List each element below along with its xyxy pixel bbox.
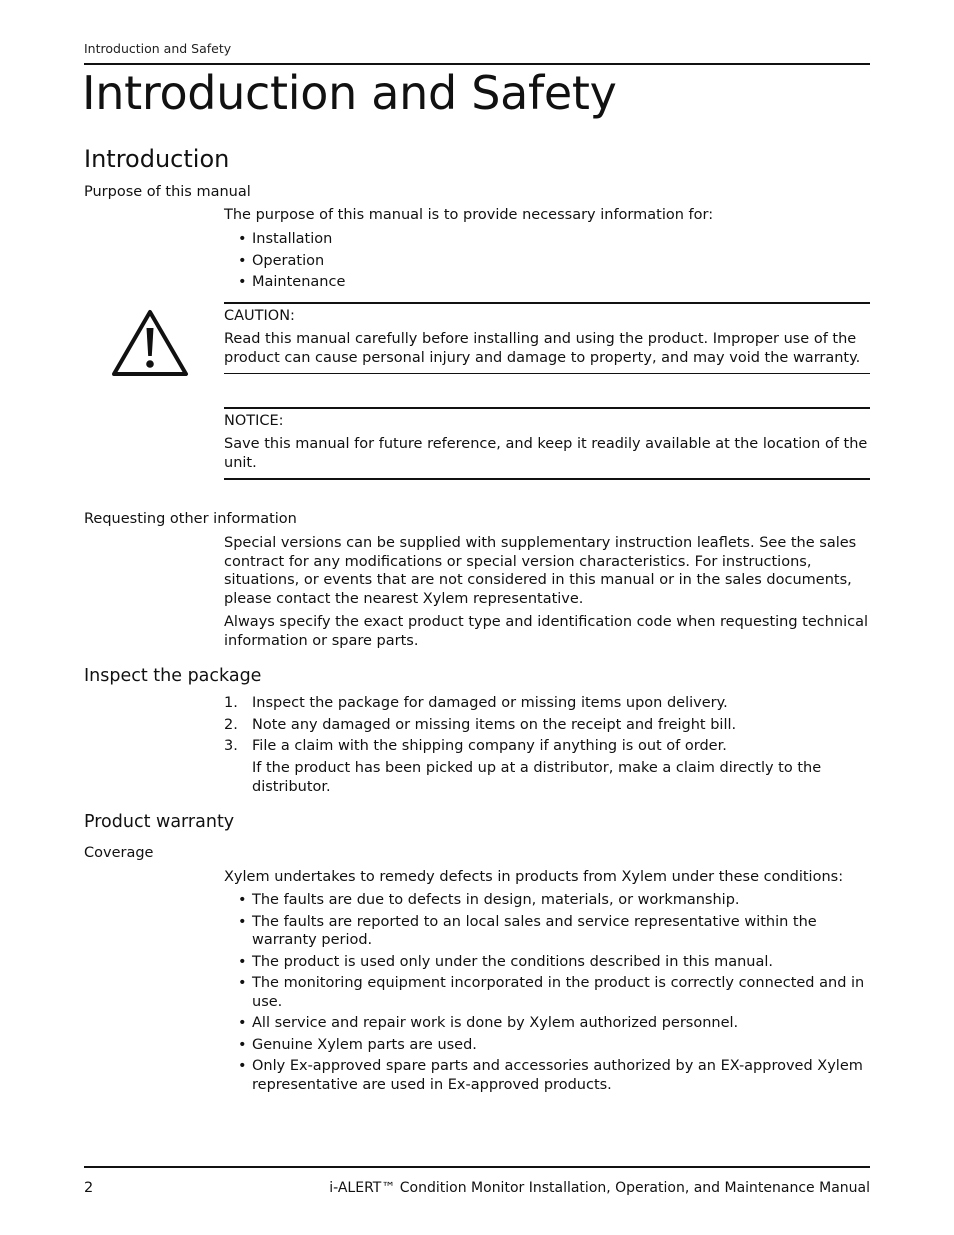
- requesting-paragraph-2: Always specify the exact product type and identification code when requesting technical information or spare parts.: [224, 614, 869, 649]
- requesting-paragraph-1: Special versions can be supplied with supplementary instruction leaflets. See the sales contract for any modifications or special version characteristics. For instructions, situations, or events that are not considered in this manual or in the sales documents, please contact the nearest Xylem representative.: [224, 535, 857, 607]
- subheading-requesting: Requesting other information: [84, 511, 297, 527]
- caution-text: Read this manual carefully before installing and using the product. Improper use of the product can cause personal injury and damage to property, and may void the warranty.: [224, 331, 861, 366]
- coverage-text: Xylem undertakes to remedy defects in products from Xylem under these conditions:: [224, 869, 844, 885]
- warning-triangle-icon: [110, 308, 190, 378]
- footer-rule: [84, 1166, 870, 1168]
- list-item: • Maintenance: [238, 273, 870, 292]
- step-number: 2.: [224, 716, 238, 733]
- step-text: Inspect the package for damaged or missing items upon delivery.: [252, 695, 728, 711]
- purpose-list: [238, 230, 870, 292]
- list-item: • The monitoring equipment incorporated in the product is correctly connected and in use.: [238, 974, 870, 1011]
- page-title: Introduction and Safety: [82, 66, 617, 120]
- step-text: File a claim with the shipping company if anything is out of order.: [252, 738, 727, 754]
- notice-text: Save this manual for future reference, and keep it readily available at the location of the unit.: [224, 436, 868, 471]
- notice-bottom-rule: [224, 478, 870, 480]
- notice-top-rule: [224, 407, 870, 409]
- purpose-text: The purpose of this manual is to provide necessary information for:: [224, 207, 714, 223]
- running-head: Introduction and Safety: [84, 41, 232, 56]
- list-item: • The product is used only under the conditions described in this manual.: [238, 953, 870, 972]
- inspect-steps: [224, 694, 870, 756]
- list-item: • All service and repair work is done by Xylem authorized personnel.: [238, 1014, 870, 1033]
- section-heading-warranty: Product warranty: [84, 812, 235, 832]
- page-number: 2: [84, 1180, 94, 1196]
- list-item: • Genuine Xylem parts are used.: [238, 1036, 870, 1055]
- step-item: [224, 694, 870, 713]
- list-item: • The faults are reported to an local sales and service representative within the warranty period.: [238, 913, 870, 950]
- list-item: • The faults are due to defects in design, materials, or workmanship.: [238, 891, 870, 910]
- step-item: [224, 737, 870, 756]
- step-number: 1.: [224, 695, 238, 711]
- subheading-purpose: Purpose of this manual: [84, 184, 251, 200]
- step-number: 3.: [224, 738, 238, 754]
- subheading-coverage: Coverage: [84, 845, 154, 861]
- coverage-list: [238, 891, 870, 1094]
- inspect-note: If the product has been picked up at a distributor, make a claim directly to the distributor.: [252, 760, 822, 795]
- section-heading-introduction: Introduction: [84, 145, 230, 173]
- caution-bottom-rule: [224, 373, 870, 374]
- caution-label: CAUTION:: [224, 308, 295, 324]
- caution-top-rule: [224, 302, 870, 304]
- header-rule: [84, 63, 870, 65]
- list-item: • Operation: [238, 252, 870, 271]
- step-text: Note any damaged or missing items on the receipt and freight bill.: [252, 716, 737, 733]
- list-item: • Installation: [238, 230, 870, 249]
- list-item: • Only Ex-approved spare parts and accessories authorized by an EX-approved Xylem representative are used in Ex-approved products.: [238, 1057, 870, 1094]
- notice-label: NOTICE:: [224, 413, 284, 429]
- footer-manual-title: i-ALERT™ Condition Monitor Installation, Operation, and Maintenance Manual: [329, 1180, 870, 1196]
- section-heading-inspect: Inspect the package: [84, 666, 262, 686]
- step-item: [224, 716, 870, 735]
